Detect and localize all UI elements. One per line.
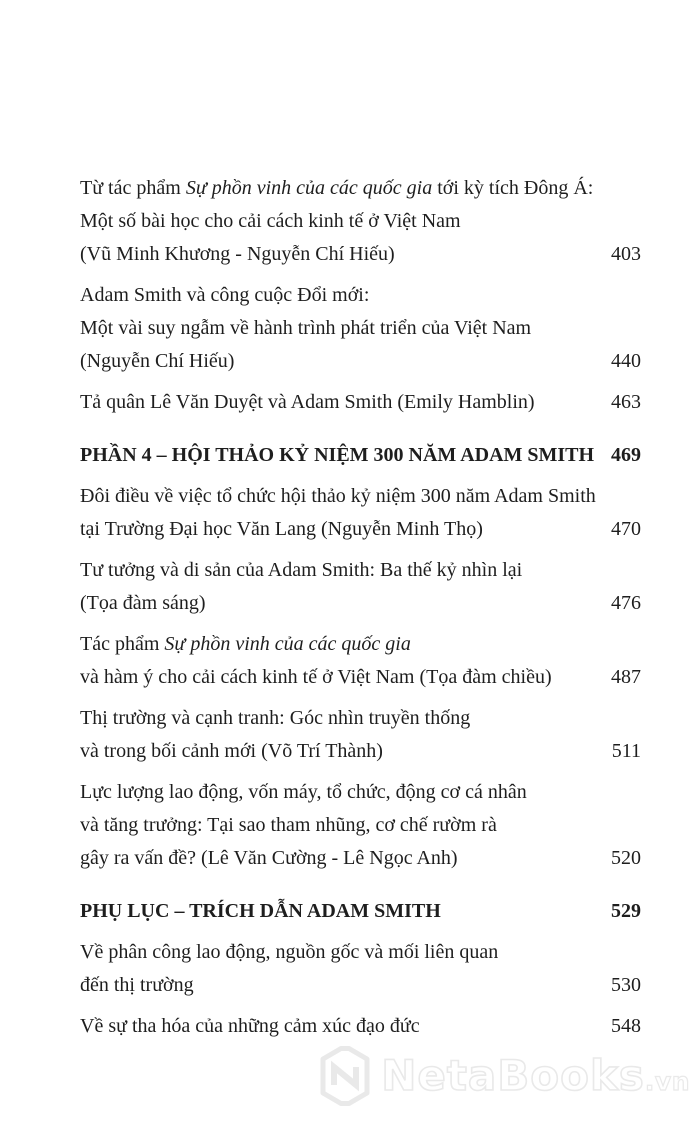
entry-line: tại Trường Đại học Văn Lang (Nguyễn Minh Thọ): [80, 518, 483, 540]
entry-line: Về phân công lao động, nguồn gốc và mối liên quan: [80, 941, 499, 963]
netabooks-logo-icon: [319, 1045, 371, 1107]
entry-page-number: 511: [611, 740, 641, 762]
entry-line: PHỤ LỤC – TRÍCH DẪN ADAM SMITH: [80, 900, 441, 922]
entry-line: PHẦN 4 – HỘI THẢO KỶ NIỆM 300 NĂM ADAM SMITH: [80, 444, 595, 466]
entry-lines: [80, 480, 641, 546]
entry-line: Tả quân Lê Văn Duyệt và Adam Smith (Emily Hamblin): [80, 391, 535, 413]
toc-entry: [80, 554, 641, 620]
entry-page-number: 463: [611, 391, 641, 413]
watermark: [319, 1045, 690, 1107]
watermark-text: [381, 1051, 690, 1100]
entry-page-number: 548: [611, 1015, 641, 1037]
entry-lines: [80, 386, 641, 419]
toc-entry: [80, 702, 641, 768]
entry-lines: [80, 172, 641, 271]
toc-entry: [80, 172, 641, 271]
entry-line: (Nguyễn Chí Hiếu): [80, 350, 235, 372]
entry-line: Từ tác phẩm Sự phồn vinh của các quốc gia tới kỳ tích Đông Á:: [80, 177, 594, 199]
entry-page-number: 529: [611, 900, 641, 922]
entry-page-number: 487: [611, 666, 641, 688]
entry-line: Một vài suy ngẫm về hành trình phát triển của Việt Nam: [80, 317, 532, 339]
watermark-suffix: .vn: [644, 1067, 690, 1096]
entry-page-number: 476: [611, 592, 641, 614]
entry-line: gây ra vấn đề? (Lê Văn Cường - Lê Ngọc Anh): [80, 847, 458, 869]
entry-line: Adam Smith và công cuộc Đổi mới:: [80, 284, 370, 306]
toc-entry: [80, 628, 641, 694]
entry-line: Lực lượng lao động, vốn máy, tổ chức, động cơ cá nhân: [80, 781, 527, 803]
toc-entry: [80, 936, 641, 1002]
toc-section-heading: [80, 895, 641, 928]
entry-lines: [80, 702, 641, 768]
entry-line: đến thị trường: [80, 974, 194, 996]
toc-entry: [80, 480, 641, 546]
toc-entry: [80, 386, 641, 419]
entry-lines: [80, 1010, 641, 1043]
entry-lines: [80, 895, 641, 928]
entry-page-number: 470: [611, 518, 641, 540]
toc-entry: [80, 279, 641, 378]
entry-line: (Vũ Minh Khương - Nguyễn Chí Hiếu): [80, 243, 395, 265]
entry-lines: [80, 628, 641, 694]
entry-line: Về sự tha hóa của những cảm xúc đạo đức: [80, 1015, 420, 1037]
entry-line: (Tọa đàm sáng): [80, 592, 206, 614]
entry-lines: [80, 936, 641, 1002]
entry-line: Tác phẩm Sự phồn vinh của các quốc gia: [80, 633, 411, 655]
toc-entry: [80, 776, 641, 875]
toc-entry: [80, 1010, 641, 1043]
entry-lines: [80, 279, 641, 378]
entry-line: Một số bài học cho cải cách kinh tế ở Việt Nam: [80, 210, 461, 232]
entry-page-number: 440: [611, 350, 641, 372]
entry-page-number: 530: [611, 974, 641, 996]
entry-page-number: 520: [611, 847, 641, 869]
entry-line: Tư tưởng và di sản của Adam Smith: Ba thế kỷ nhìn lại: [80, 559, 523, 581]
entry-line: và hàm ý cho cải cách kinh tế ở Việt Nam (Tọa đàm chiều): [80, 666, 552, 688]
toc-section-heading: [80, 439, 641, 472]
entry-line: và trong bối cảnh mới (Võ Trí Thành): [80, 740, 383, 762]
entry-line: Thị trường và cạnh tranh: Góc nhìn truyền thống: [80, 707, 471, 729]
entry-line: và tăng trưởng: Tại sao tham nhũng, cơ chế rườm rà: [80, 814, 497, 836]
entry-line: Đôi điều về việc tổ chức hội thảo kỷ niệm 300 năm Adam Smith: [80, 485, 596, 507]
entry-lines: [80, 439, 641, 472]
entry-lines: [80, 554, 641, 620]
toc-list: [80, 172, 641, 1051]
entry-page-number: 469: [611, 444, 641, 466]
entry-page-number: 403: [611, 243, 641, 265]
entry-lines: [80, 776, 641, 875]
watermark-brand: NetaBooks: [381, 1051, 645, 1100]
